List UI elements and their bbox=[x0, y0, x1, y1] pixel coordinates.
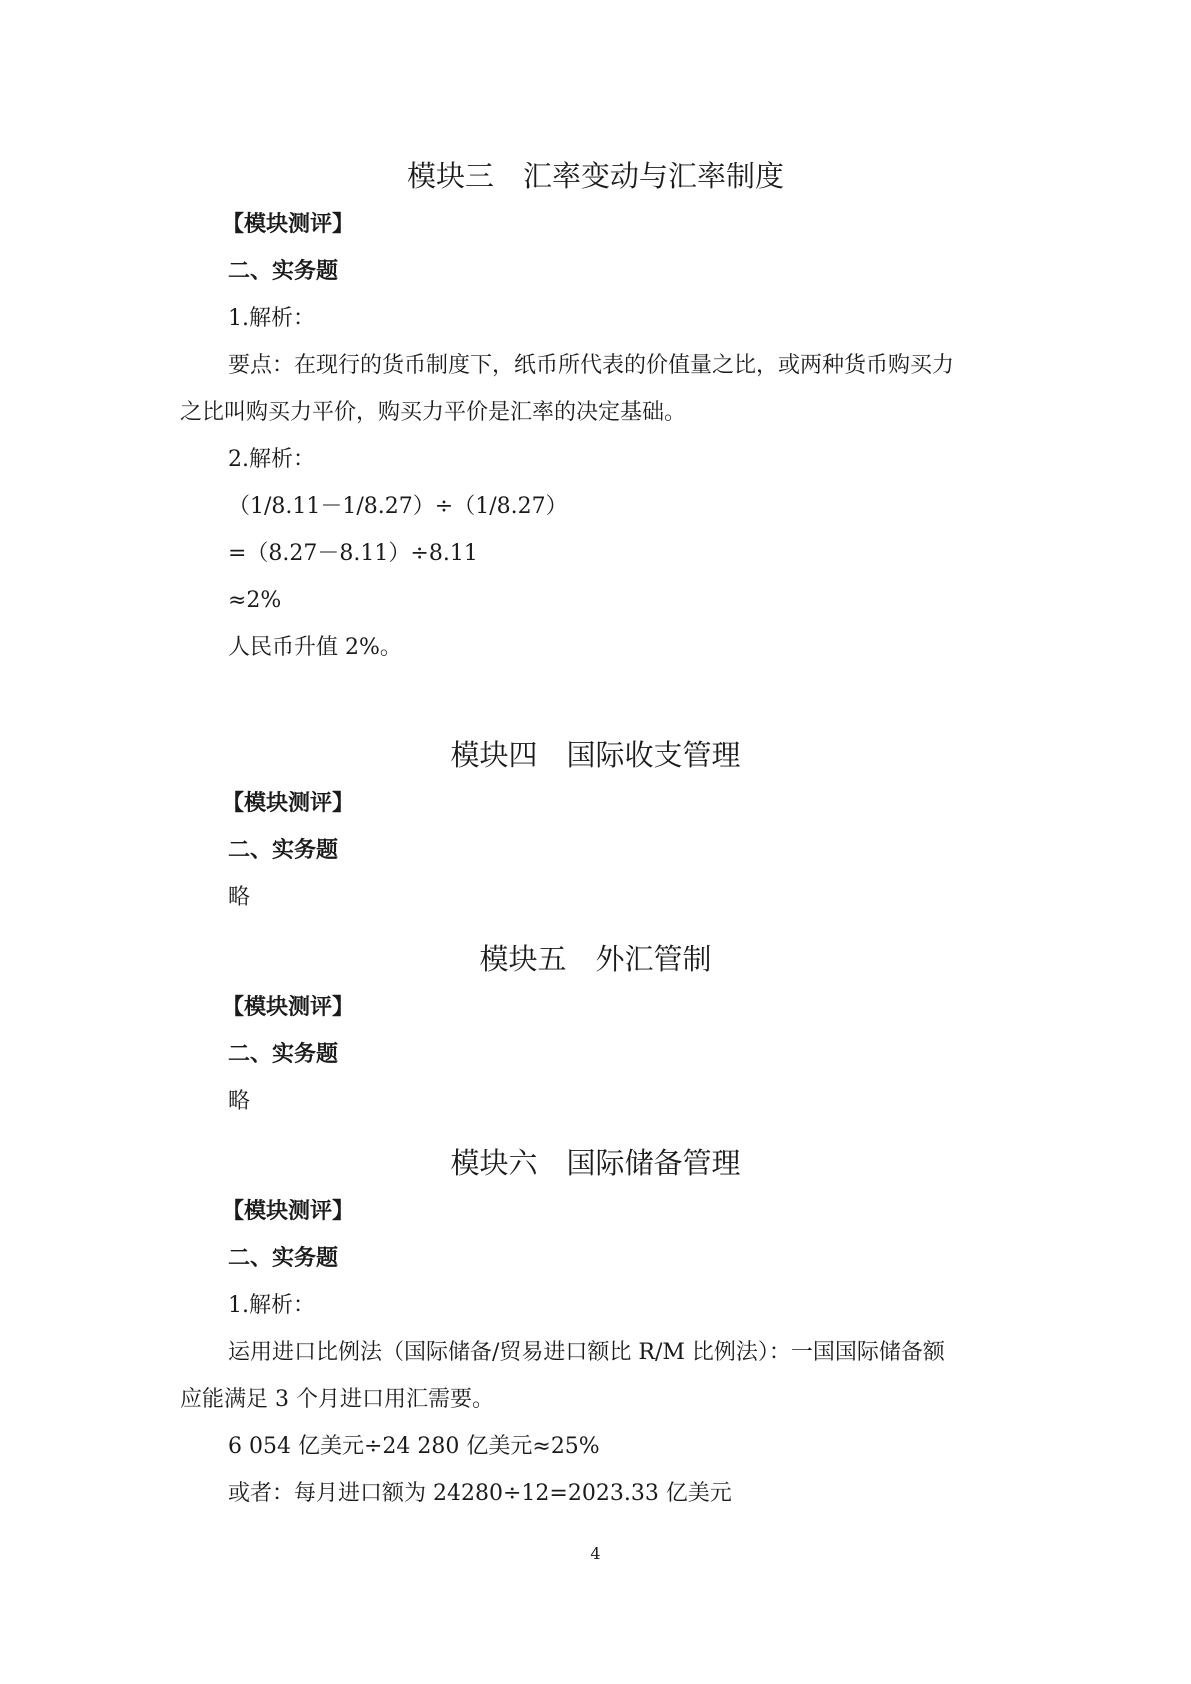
subsection-heading: 二、实务题 bbox=[228, 259, 339, 284]
formula-line: 6 054 亿美元÷24 280 亿美元≈25% bbox=[228, 1434, 600, 1459]
formula-line: （1/8.11－1/8.27）÷（1/8.27） bbox=[228, 494, 568, 519]
paragraph-line: 要点：在现行的货币制度下，纸币所代表的价值量之比，或两种货币购买力 bbox=[228, 353, 955, 378]
section-heading: 【模块测评】 bbox=[222, 1199, 355, 1224]
section-heading: 【模块测评】 bbox=[222, 995, 355, 1020]
paragraph-line: 应能满足 3 个月进口用汇需要。 bbox=[180, 1387, 494, 1412]
page-number: 4 bbox=[590, 1544, 601, 1563]
subsection-heading: 二、实务题 bbox=[228, 838, 339, 863]
paragraph-line: 或者：每月进口额为 24280÷12=2023.33 亿美元 bbox=[228, 1481, 732, 1506]
module-title: 模块四 国际收支管理 bbox=[450, 738, 741, 772]
module-title: 模块五 外汇管制 bbox=[479, 942, 712, 976]
subsection-heading: 二、实务题 bbox=[228, 1042, 339, 1067]
paragraph-line: 1.解析： bbox=[228, 306, 315, 331]
module-title: 模块六 国际储备管理 bbox=[450, 1146, 741, 1180]
module-title: 模块三 汇率变动与汇率制度 bbox=[406, 159, 784, 193]
formula-line: ≈2% bbox=[228, 588, 282, 613]
paragraph-line: 略 bbox=[228, 885, 251, 910]
section-heading: 【模块测评】 bbox=[222, 212, 355, 237]
paragraph-line: 1.解析： bbox=[228, 1293, 315, 1318]
formula-line: =（8.27－8.11）÷8.11 bbox=[228, 541, 478, 566]
section-heading: 【模块测评】 bbox=[222, 791, 355, 816]
paragraph-line: 运用进口比例法（国际储备/贸易进口额比 R/M 比例法）：一国国际储备额 bbox=[228, 1340, 945, 1365]
subsection-heading: 二、实务题 bbox=[228, 1246, 339, 1271]
paragraph-line: 人民币升值 2%。 bbox=[228, 635, 402, 660]
paragraph-line: 2.解析： bbox=[228, 447, 315, 472]
paragraph-line: 之比叫购买力平价，购买力平价是汇率的决定基础。 bbox=[180, 400, 687, 425]
paragraph-line: 略 bbox=[228, 1089, 251, 1114]
